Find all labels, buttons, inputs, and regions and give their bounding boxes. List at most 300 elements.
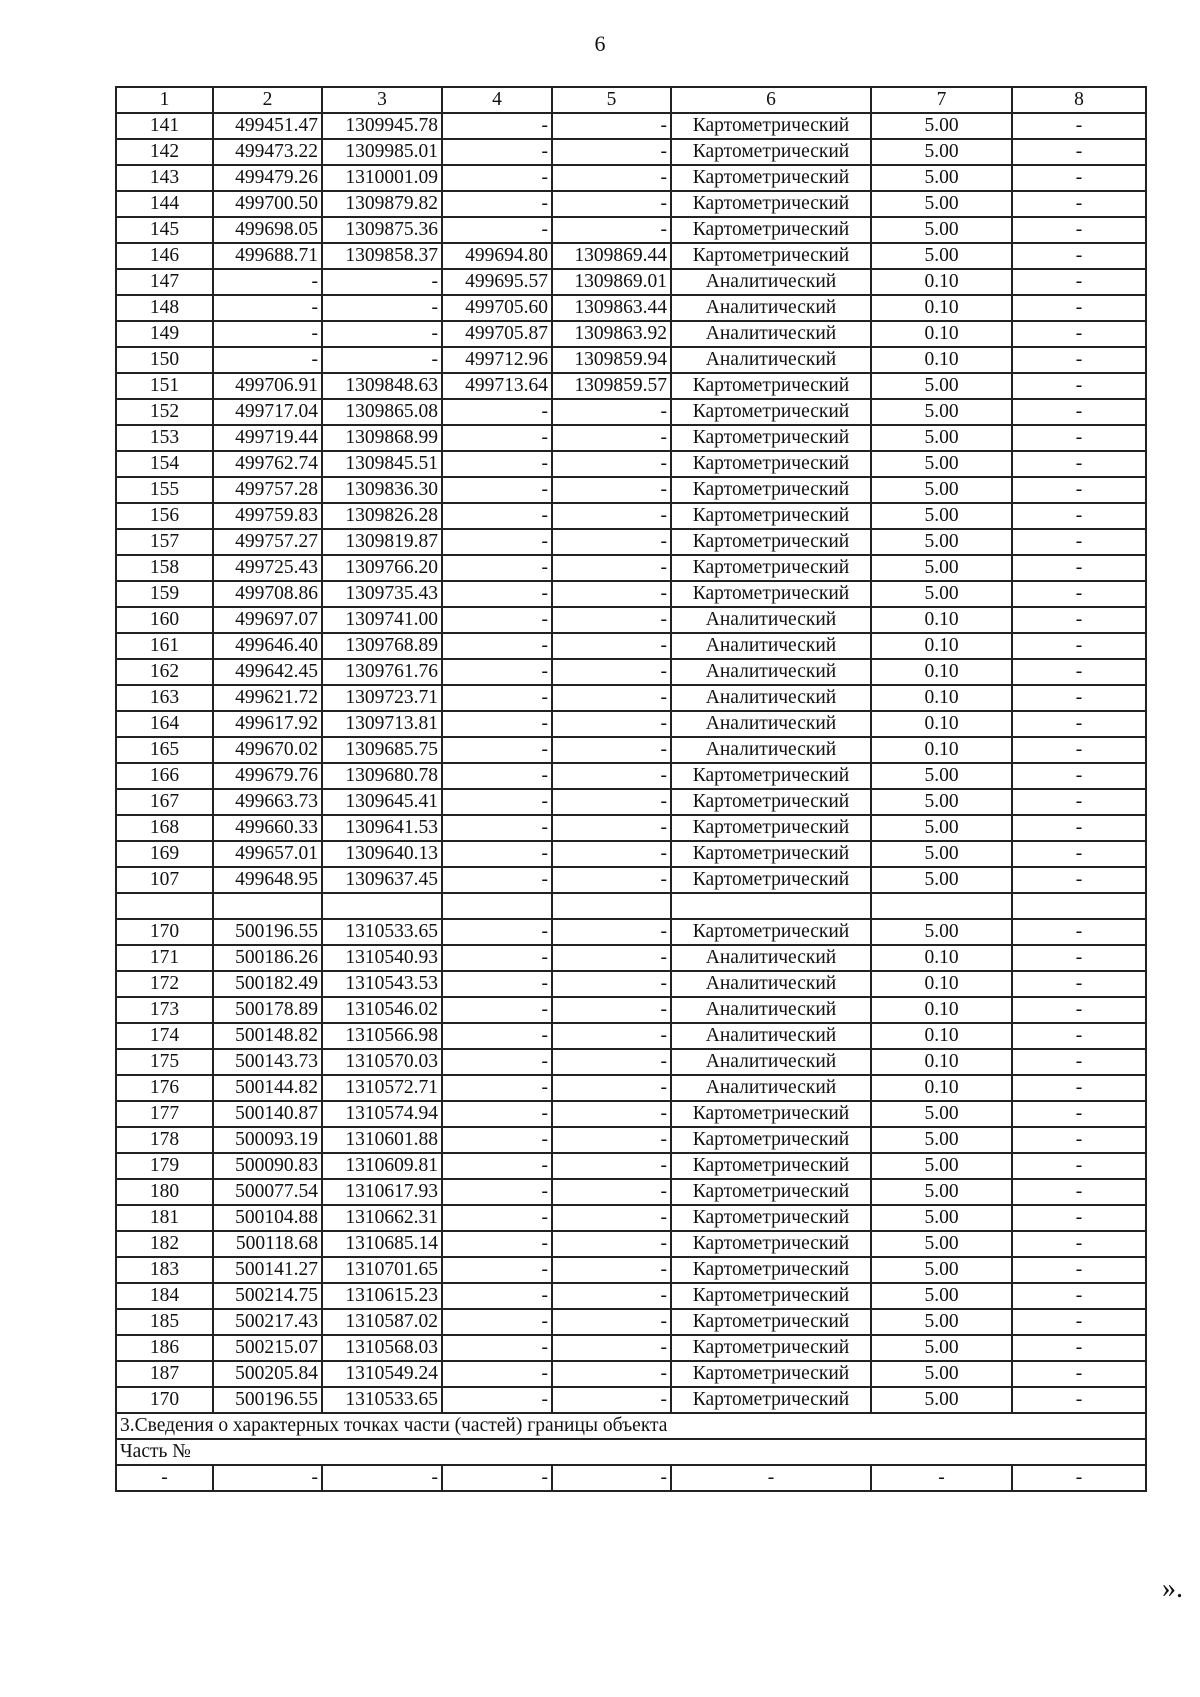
table-cell: 499479.26	[213, 165, 322, 191]
table-row	[116, 1387, 1146, 1413]
table-cell: 0.10	[871, 1075, 1012, 1101]
table-cell: -	[1012, 789, 1146, 815]
column-header: 2	[213, 87, 322, 113]
table-cell: -	[442, 841, 552, 867]
table-cell: -	[552, 867, 671, 893]
table-cell: 156	[116, 503, 213, 529]
section-title-row	[116, 1413, 1146, 1439]
table-cell: 174	[116, 1023, 213, 1049]
table-cell: -	[442, 399, 552, 425]
table-cell: -	[322, 295, 442, 321]
table-cell: 1310572.71	[322, 1075, 442, 1101]
table-cell: Картометрический	[671, 217, 871, 243]
table-cell	[213, 893, 322, 919]
table-cell: Картометрический	[671, 399, 871, 425]
table-cell	[671, 893, 871, 919]
table-cell: Картометрический	[671, 919, 871, 945]
table-cell: 499694.80	[442, 243, 552, 269]
table-cell	[552, 893, 671, 919]
table-cell: -	[1012, 1205, 1146, 1231]
column-header: 6	[671, 87, 871, 113]
header-row	[116, 87, 1146, 113]
table-cell: 5.00	[871, 815, 1012, 841]
table-cell: -	[1012, 945, 1146, 971]
table-cell: 499621.72	[213, 685, 322, 711]
table-cell: -	[1012, 971, 1146, 997]
table-cell: 1309863.44	[552, 295, 671, 321]
table-cell: -	[213, 321, 322, 347]
table-cell: -	[442, 1231, 552, 1257]
table-cell: 5.00	[871, 581, 1012, 607]
table-cell: -	[442, 1309, 552, 1335]
table-cell: -	[552, 1361, 671, 1387]
table-cell: Картометрический	[671, 841, 871, 867]
coordinates-table	[115, 86, 1147, 1492]
table-cell: 1309868.99	[322, 425, 442, 451]
table-cell: 141	[116, 113, 213, 139]
table-cell: -	[1012, 711, 1146, 737]
table-cell: -	[1012, 1101, 1146, 1127]
table-row	[116, 243, 1146, 269]
table-cell: Картометрический	[671, 1101, 871, 1127]
table-cell: 5.00	[871, 1127, 1012, 1153]
table-cell: 145	[116, 217, 213, 243]
table-cell: -	[1012, 763, 1146, 789]
table-cell: 1309985.01	[322, 139, 442, 165]
table-cell: -	[552, 1387, 671, 1413]
column-header: 8	[1012, 87, 1146, 113]
table-cell: 1310543.53	[322, 971, 442, 997]
table-cell: 499670.02	[213, 737, 322, 763]
table-cell: 0.10	[871, 321, 1012, 347]
table-cell: Картометрический	[671, 113, 871, 139]
table-cell: 5.00	[871, 1205, 1012, 1231]
table-cell: Аналитический	[671, 711, 871, 737]
table-cell: -	[1012, 399, 1146, 425]
table-cell: 164	[116, 711, 213, 737]
table-cell: 5.00	[871, 1283, 1012, 1309]
table-cell: 5.00	[871, 425, 1012, 451]
table-cell	[1012, 893, 1146, 919]
table-cell: -	[552, 659, 671, 685]
table-cell: 500118.68	[213, 1231, 322, 1257]
table-cell: 1310601.88	[322, 1127, 442, 1153]
table-cell: Аналитический	[671, 607, 871, 633]
column-header: 3	[322, 87, 442, 113]
table-cell: 170	[116, 1387, 213, 1413]
table-cell: -	[322, 321, 442, 347]
table-cell: 1310617.93	[322, 1179, 442, 1205]
table-row	[116, 555, 1146, 581]
table-cell: Аналитический	[671, 633, 871, 659]
table-cell: -	[552, 1127, 671, 1153]
table-cell: Картометрический	[671, 1257, 871, 1283]
table-row	[116, 113, 1146, 139]
table-cell: 1310574.94	[322, 1101, 442, 1127]
table-cell: 0.10	[871, 971, 1012, 997]
table-cell: 5.00	[871, 1335, 1012, 1361]
table-cell: -	[1012, 659, 1146, 685]
table-cell: 5.00	[871, 217, 1012, 243]
table-cell: 155	[116, 477, 213, 503]
table-row	[116, 269, 1146, 295]
table-cell: 500215.07	[213, 1335, 322, 1361]
table-cell: Картометрический	[671, 477, 871, 503]
table-row	[116, 789, 1146, 815]
table-cell: 180	[116, 1179, 213, 1205]
table-row	[116, 191, 1146, 217]
table-cell: 499642.45	[213, 659, 322, 685]
table-cell: 499757.27	[213, 529, 322, 555]
table-cell: 1310587.02	[322, 1309, 442, 1335]
table-cell: -	[442, 867, 552, 893]
table-row	[116, 919, 1146, 945]
table-cell: -	[1012, 1179, 1146, 1205]
table-cell: 1309879.82	[322, 191, 442, 217]
table-cell: -	[1012, 867, 1146, 893]
section-title: 3.Сведения о характерных точках части (частей) границы объекта	[116, 1413, 1146, 1439]
table-cell: 5.00	[871, 503, 1012, 529]
page-number: 6	[594, 31, 606, 56]
table-cell: -	[442, 451, 552, 477]
table-cell: 500090.83	[213, 1153, 322, 1179]
table-cell: Аналитический	[671, 685, 871, 711]
table-cell: 181	[116, 1205, 213, 1231]
table-cell: 1309859.94	[552, 347, 671, 373]
table-cell: 178	[116, 1127, 213, 1153]
table-cell: -	[442, 1127, 552, 1153]
table-cell: -	[322, 347, 442, 373]
table-cell: 169	[116, 841, 213, 867]
table-cell: -	[1012, 191, 1146, 217]
table-cell: -	[442, 503, 552, 529]
table-cell: -	[442, 113, 552, 139]
table-cell: -	[1012, 503, 1146, 529]
table-cell: -	[442, 477, 552, 503]
table-cell: 170	[116, 919, 213, 945]
table-cell: 5.00	[871, 1361, 1012, 1387]
table-cell: Картометрический	[671, 581, 871, 607]
table-cell: -	[1012, 347, 1146, 373]
table-cell: 1309859.57	[552, 373, 671, 399]
table-row	[116, 1309, 1146, 1335]
table-row	[116, 503, 1146, 529]
table-cell: -	[1012, 113, 1146, 139]
table-cell: 5.00	[871, 165, 1012, 191]
table-cell: 182	[116, 1231, 213, 1257]
table-cell: -	[442, 1257, 552, 1283]
table-cell: -	[552, 581, 671, 607]
table-cell: Аналитический	[671, 737, 871, 763]
table-cell: 147	[116, 269, 213, 295]
table-cell: -	[1012, 581, 1146, 607]
table-cell: Картометрический	[671, 815, 871, 841]
table-cell: 1310540.93	[322, 945, 442, 971]
table-row	[116, 165, 1146, 191]
table-cell: -	[442, 1283, 552, 1309]
table-row	[116, 971, 1146, 997]
table-cell: 0.10	[871, 269, 1012, 295]
table-cell: Аналитический	[671, 269, 871, 295]
column-header: 1	[116, 87, 213, 113]
table-cell: 499713.64	[442, 373, 552, 399]
table-cell: 5.00	[871, 373, 1012, 399]
table-cell: 1309637.45	[322, 867, 442, 893]
table-cell: -	[552, 1465, 671, 1491]
table-cell: 5.00	[871, 1153, 1012, 1179]
table-cell: 499759.83	[213, 503, 322, 529]
table-cell: Картометрический	[671, 763, 871, 789]
table-cell: 500140.87	[213, 1101, 322, 1127]
table-cell: 499648.95	[213, 867, 322, 893]
table-cell: -	[552, 1205, 671, 1231]
table-cell: -	[1012, 321, 1146, 347]
table-cell: 1309766.20	[322, 555, 442, 581]
table-cell: 5.00	[871, 1387, 1012, 1413]
table-cell: 499725.43	[213, 555, 322, 581]
table-cell: 1310662.31	[322, 1205, 442, 1231]
table-cell: Аналитический	[671, 347, 871, 373]
table-cell: 5.00	[871, 1231, 1012, 1257]
table-cell: 1309645.41	[322, 789, 442, 815]
table-cell: 5.00	[871, 1179, 1012, 1205]
table-cell: -	[552, 113, 671, 139]
table-cell: Аналитический	[671, 321, 871, 347]
table-cell: 161	[116, 633, 213, 659]
table-cell	[442, 893, 552, 919]
table-cell: 1310566.98	[322, 1023, 442, 1049]
table-row	[116, 607, 1146, 633]
table-cell: 499762.74	[213, 451, 322, 477]
table-cell: 151	[116, 373, 213, 399]
table-cell: 5.00	[871, 139, 1012, 165]
table-cell: -	[442, 1361, 552, 1387]
table-cell: -	[1012, 425, 1146, 451]
table-cell: 0.10	[871, 685, 1012, 711]
table-cell: -	[1012, 1335, 1146, 1361]
table-cell: 144	[116, 191, 213, 217]
table-cell: 1309680.78	[322, 763, 442, 789]
table-cell: 500148.82	[213, 1023, 322, 1049]
table-cell: -	[552, 815, 671, 841]
table-cell: Аналитический	[671, 295, 871, 321]
table-row	[116, 1075, 1146, 1101]
table-cell: Картометрический	[671, 1179, 871, 1205]
table-cell: 148	[116, 295, 213, 321]
table-cell: Картометрический	[671, 191, 871, 217]
table-cell: -	[552, 1075, 671, 1101]
table-cell: Картометрический	[671, 243, 871, 269]
table-cell: 152	[116, 399, 213, 425]
table-cell: 500144.82	[213, 1075, 322, 1101]
table-row	[116, 685, 1146, 711]
table-cell: -	[552, 971, 671, 997]
table-cell: 500104.88	[213, 1205, 322, 1231]
table-cell: -	[552, 685, 671, 711]
table-cell: 1309685.75	[322, 737, 442, 763]
table-cell: Картометрический	[671, 555, 871, 581]
table-cell: -	[442, 711, 552, 737]
table-cell: 1309858.37	[322, 243, 442, 269]
table-cell: -	[1012, 633, 1146, 659]
table-cell: 499646.40	[213, 633, 322, 659]
table-cell: -	[1012, 1153, 1146, 1179]
table-cell: -	[552, 1049, 671, 1075]
table-cell: 499695.57	[442, 269, 552, 295]
table-cell: 499757.28	[213, 477, 322, 503]
table-cell: 499708.86	[213, 581, 322, 607]
table-cell: -	[442, 1465, 552, 1491]
table-row	[116, 945, 1146, 971]
table-cell: 5.00	[871, 477, 1012, 503]
table-cell: Аналитический	[671, 1075, 871, 1101]
table-cell: Картометрический	[671, 373, 871, 399]
table-cell: Аналитический	[671, 997, 871, 1023]
table-row	[116, 1049, 1146, 1075]
table-cell: 500196.55	[213, 919, 322, 945]
table-cell: -	[552, 477, 671, 503]
table-cell: 5.00	[871, 451, 1012, 477]
table-cell: -	[116, 1465, 213, 1491]
table-cell: 185	[116, 1309, 213, 1335]
table-cell: 143	[116, 165, 213, 191]
table-cell: -	[1012, 1257, 1146, 1283]
table-cell: 5.00	[871, 191, 1012, 217]
table-cell: -	[1012, 841, 1146, 867]
table-cell: -	[442, 1153, 552, 1179]
table-cell: 160	[116, 607, 213, 633]
table-cell: 0.10	[871, 737, 1012, 763]
table-cell: -	[552, 1257, 671, 1283]
table-cell: -	[552, 555, 671, 581]
table-cell: -	[552, 399, 671, 425]
table-cell: -	[1012, 1387, 1146, 1413]
table-cell: 499706.91	[213, 373, 322, 399]
table-cell: -	[552, 1283, 671, 1309]
table-cell: -	[1012, 295, 1146, 321]
table-cell: Картометрический	[671, 139, 871, 165]
table-cell: -	[552, 919, 671, 945]
table-cell	[116, 893, 213, 919]
table-cell: -	[1012, 997, 1146, 1023]
table-cell: 5.00	[871, 841, 1012, 867]
table-cell: -	[1012, 1023, 1146, 1049]
table-cell: 5.00	[871, 243, 1012, 269]
part-label: Часть №	[116, 1439, 1146, 1465]
table-row	[116, 1283, 1146, 1309]
table-cell: 5.00	[871, 867, 1012, 893]
table-cell: Картометрический	[671, 1127, 871, 1153]
table-cell: 153	[116, 425, 213, 451]
column-header: 4	[442, 87, 552, 113]
table-cell: -	[1012, 1049, 1146, 1075]
table-cell: -	[442, 529, 552, 555]
table-cell: 1309845.51	[322, 451, 442, 477]
table-cell: 171	[116, 945, 213, 971]
column-header: 5	[552, 87, 671, 113]
table-cell: -	[1012, 555, 1146, 581]
table-cell: 1310615.23	[322, 1283, 442, 1309]
table-row	[116, 711, 1146, 737]
table-cell: -	[1012, 919, 1146, 945]
table-cell: 499660.33	[213, 815, 322, 841]
table-cell: 500143.73	[213, 1049, 322, 1075]
table-cell: -	[1012, 1283, 1146, 1309]
table-cell: Картометрический	[671, 1387, 871, 1413]
table-cell: 1309768.89	[322, 633, 442, 659]
table-cell: -	[552, 451, 671, 477]
table-cell: 499688.71	[213, 243, 322, 269]
table-row	[116, 529, 1146, 555]
table-row	[116, 659, 1146, 685]
table-cell: 500178.89	[213, 997, 322, 1023]
table-cell: 5.00	[871, 399, 1012, 425]
table-row	[116, 451, 1146, 477]
table-cell: -	[1012, 815, 1146, 841]
table-cell: 0.10	[871, 997, 1012, 1023]
table-row	[116, 841, 1146, 867]
table-cell: 186	[116, 1335, 213, 1361]
table-cell: -	[442, 139, 552, 165]
table-row	[116, 399, 1146, 425]
table-cell: 173	[116, 997, 213, 1023]
table-cell: -	[552, 191, 671, 217]
table-row	[116, 1361, 1146, 1387]
table-cell: 1310568.03	[322, 1335, 442, 1361]
table-cell: -	[552, 763, 671, 789]
table-cell: 167	[116, 789, 213, 815]
table-cell: 1309945.78	[322, 113, 442, 139]
table-cell: 150	[116, 347, 213, 373]
table-cell: 1309735.43	[322, 581, 442, 607]
table-cell: -	[213, 269, 322, 295]
table-cell: -	[442, 581, 552, 607]
table-cell: 499705.60	[442, 295, 552, 321]
table-cell: 499705.87	[442, 321, 552, 347]
table-cell: -	[1012, 685, 1146, 711]
table-cell: -	[213, 295, 322, 321]
table-row	[116, 321, 1146, 347]
table-row	[116, 477, 1146, 503]
table-cell: Аналитический	[671, 1023, 871, 1049]
table-cell: 1310685.14	[322, 1231, 442, 1257]
table-cell: 1309723.71	[322, 685, 442, 711]
table-row	[116, 1127, 1146, 1153]
table-cell: 158	[116, 555, 213, 581]
table-cell: 168	[116, 815, 213, 841]
table-cell: -	[442, 919, 552, 945]
table-cell: 1309713.81	[322, 711, 442, 737]
table-cell: 500182.49	[213, 971, 322, 997]
table-cell: -	[322, 269, 442, 295]
table-cell: -	[442, 1205, 552, 1231]
table-cell: 1310609.81	[322, 1153, 442, 1179]
table-cell: Картометрический	[671, 1361, 871, 1387]
table-cell: 499712.96	[442, 347, 552, 373]
table-cell: 1309741.00	[322, 607, 442, 633]
table-cell: -	[442, 1049, 552, 1075]
table-cell: 5.00	[871, 113, 1012, 139]
table-cell: 5.00	[871, 1101, 1012, 1127]
table-cell: 499698.05	[213, 217, 322, 243]
table-cell: 500205.84	[213, 1361, 322, 1387]
table-cell: -	[1012, 1361, 1146, 1387]
table-cell: -	[552, 165, 671, 191]
table-row	[116, 581, 1146, 607]
closing-quote: ».	[1162, 1573, 1183, 1604]
table-row	[116, 1231, 1146, 1257]
table-cell: 1309819.87	[322, 529, 442, 555]
